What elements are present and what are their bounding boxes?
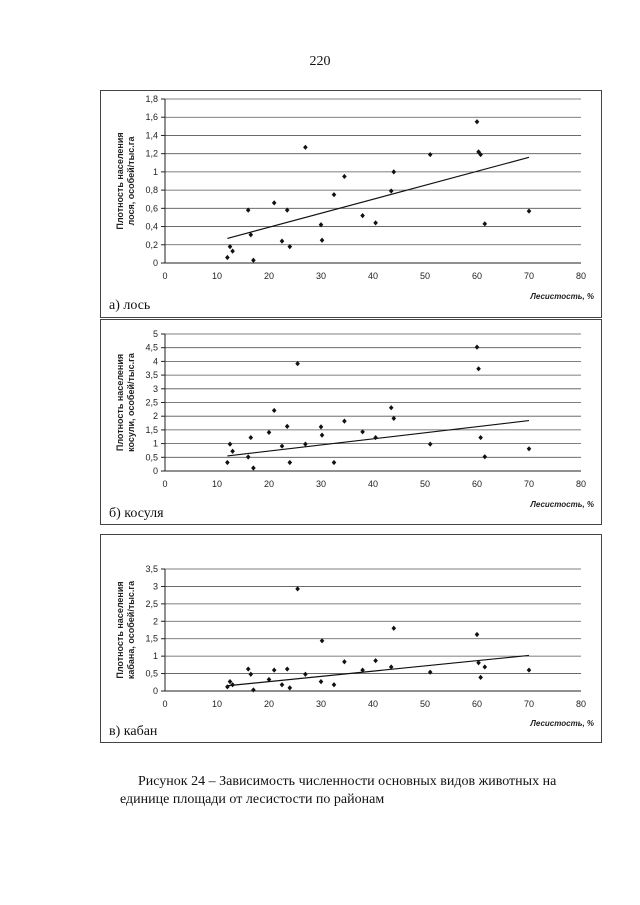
data-point <box>476 366 481 371</box>
chart-panel-wild-boar <box>100 534 602 743</box>
y-axis-label-line1: Плотность населения <box>115 132 125 230</box>
data-point <box>230 249 235 254</box>
data-point <box>320 433 325 438</box>
y-tick-label: 1,8 <box>145 94 158 104</box>
data-point <box>389 188 394 193</box>
x-tick-label: 0 <box>162 479 168 489</box>
y-tick-label: 0 <box>152 466 158 476</box>
x-tick-label: 50 <box>419 271 431 281</box>
y-tick-label: 0,2 <box>145 239 158 250</box>
chart-panel-roe-deer <box>100 319 602 525</box>
data-point <box>483 221 488 226</box>
y-tick-label: 1,2 <box>145 148 158 159</box>
data-point <box>527 446 532 451</box>
data-point <box>478 435 483 440</box>
data-point <box>342 419 347 424</box>
chart-roe-deer <box>101 320 601 524</box>
data-point <box>285 424 290 429</box>
y-axis-label-line2: лося, особей/тыс.га <box>126 136 136 226</box>
y-tick-label: 2 <box>152 616 158 627</box>
x-tick-label: 40 <box>367 479 379 489</box>
data-point <box>246 666 251 671</box>
data-point <box>373 435 378 440</box>
y-tick-label: 3 <box>152 383 158 394</box>
x-axis-label: Лесистость, % <box>530 719 594 728</box>
data-point <box>225 684 230 689</box>
chart-wild-boar <box>101 535 601 742</box>
data-point <box>527 667 532 672</box>
y-tick-label: 1,5 <box>145 633 158 644</box>
data-point <box>392 626 397 631</box>
y-tick-label: 3,5 <box>145 564 158 574</box>
x-tick-label: 40 <box>367 271 379 281</box>
data-point <box>267 430 272 435</box>
data-point <box>251 465 256 470</box>
y-tick-label: 1 <box>152 166 158 177</box>
x-tick-label: 50 <box>419 699 431 709</box>
data-point <box>251 258 256 263</box>
y-tick-label: 2 <box>152 411 158 422</box>
y-tick-label: 5 <box>152 329 158 339</box>
y-tick-label: 0 <box>152 258 158 268</box>
data-point <box>475 119 480 124</box>
x-tick-label: 50 <box>419 479 431 489</box>
data-point <box>332 192 337 197</box>
trendline <box>227 421 529 456</box>
data-point <box>228 442 233 447</box>
y-tick-label: 3 <box>152 581 158 592</box>
data-point <box>225 460 230 465</box>
data-point <box>392 169 397 174</box>
x-tick-label: 10 <box>211 699 223 709</box>
data-point <box>428 670 433 675</box>
data-point <box>475 345 480 350</box>
x-tick-label: 80 <box>575 479 587 489</box>
y-tick-label: 2,5 <box>145 598 158 609</box>
data-point <box>295 586 300 591</box>
data-point <box>319 424 324 429</box>
data-point <box>288 685 293 690</box>
y-axis-label-line1: Плотность населения <box>115 353 125 452</box>
data-point <box>249 672 254 677</box>
data-point <box>288 460 293 465</box>
x-tick-label: 70 <box>523 699 535 709</box>
data-point <box>389 405 394 410</box>
x-tick-label: 70 <box>523 479 535 489</box>
y-axis-label-line1: Плотность населения <box>115 581 125 679</box>
data-point <box>230 449 235 454</box>
x-axis-label: Лесистость, % <box>530 500 594 509</box>
y-tick-label: 0,6 <box>145 203 158 214</box>
data-point <box>373 220 378 225</box>
y-axis-label-line2: косули, особей/тыс.га <box>126 353 136 452</box>
data-point <box>303 145 308 150</box>
data-point <box>285 666 290 671</box>
data-point <box>280 682 285 687</box>
panel-label-moose: а) лось <box>109 298 151 313</box>
page-number: 220 <box>309 54 331 69</box>
data-point <box>251 687 256 692</box>
y-axis-label <box>115 580 136 679</box>
data-point <box>272 408 277 413</box>
y-tick-label: 4 <box>152 356 158 367</box>
y-tick-label: 1 <box>152 438 158 449</box>
x-tick-label: 60 <box>471 479 483 489</box>
data-point <box>246 454 251 459</box>
y-axis-label <box>115 132 136 229</box>
data-point <box>475 632 480 637</box>
data-point <box>320 238 325 243</box>
data-point <box>272 667 277 672</box>
x-tick-label: 30 <box>315 699 327 709</box>
x-tick-label: 40 <box>367 699 379 709</box>
y-tick-label: 4,5 <box>145 342 158 353</box>
y-tick-label: 1 <box>152 651 158 662</box>
figure-caption: Рисунок 24 – Зависимость численности основных видов животных на единице площади от лесистости по районам <box>120 774 557 807</box>
x-tick-label: 30 <box>315 271 327 281</box>
data-point <box>428 152 433 157</box>
data-point <box>280 239 285 244</box>
data-point <box>303 442 308 447</box>
data-point <box>428 442 433 447</box>
x-tick-label: 60 <box>471 271 483 281</box>
panel-label-wild-boar: в) кабан <box>109 724 158 739</box>
x-tick-label: 0 <box>162 271 168 281</box>
x-tick-label: 30 <box>315 479 327 489</box>
y-axis-label-line2: кабана, особей/тыс.га <box>126 580 136 680</box>
y-tick-label: 1,6 <box>145 112 158 123</box>
chart-moose <box>101 91 601 317</box>
data-point <box>280 443 285 448</box>
data-point <box>483 454 488 459</box>
x-tick-label: 20 <box>263 699 275 709</box>
y-tick-label: 0,8 <box>145 185 158 196</box>
data-point <box>360 213 365 218</box>
x-tick-label: 70 <box>523 271 535 281</box>
x-tick-label: 20 <box>263 271 275 281</box>
data-point <box>225 255 230 260</box>
x-tick-label: 60 <box>471 699 483 709</box>
data-point <box>373 658 378 663</box>
data-point <box>527 208 532 213</box>
y-tick-label: 0,5 <box>145 452 158 463</box>
y-tick-label: 0,5 <box>145 668 158 679</box>
data-point <box>319 679 324 684</box>
x-tick-label: 0 <box>162 699 168 709</box>
y-tick-label: 0,4 <box>145 221 158 232</box>
y-tick-label: 0 <box>152 686 158 696</box>
data-point <box>332 460 337 465</box>
y-tick-label: 3,5 <box>145 370 158 381</box>
x-tick-label: 20 <box>263 479 275 489</box>
data-point <box>332 682 337 687</box>
x-axis-label: Лесистость, % <box>530 292 594 301</box>
data-point <box>342 174 347 179</box>
y-axis-label <box>115 352 136 452</box>
x-tick-label: 10 <box>211 479 223 489</box>
data-point <box>342 659 347 664</box>
x-tick-label: 10 <box>211 271 223 281</box>
data-point <box>478 675 483 680</box>
data-point <box>272 200 277 205</box>
x-tick-label: 80 <box>575 699 587 709</box>
chart-panel-moose <box>100 90 602 318</box>
x-tick-label: 80 <box>575 271 587 281</box>
data-point <box>483 664 488 669</box>
panel-label-roe-deer: б) косуля <box>109 506 164 521</box>
data-point <box>249 435 254 440</box>
data-point <box>303 672 308 677</box>
y-tick-label: 1,5 <box>145 424 158 435</box>
y-tick-label: 2,5 <box>145 397 158 408</box>
y-tick-label: 1,4 <box>145 130 158 141</box>
